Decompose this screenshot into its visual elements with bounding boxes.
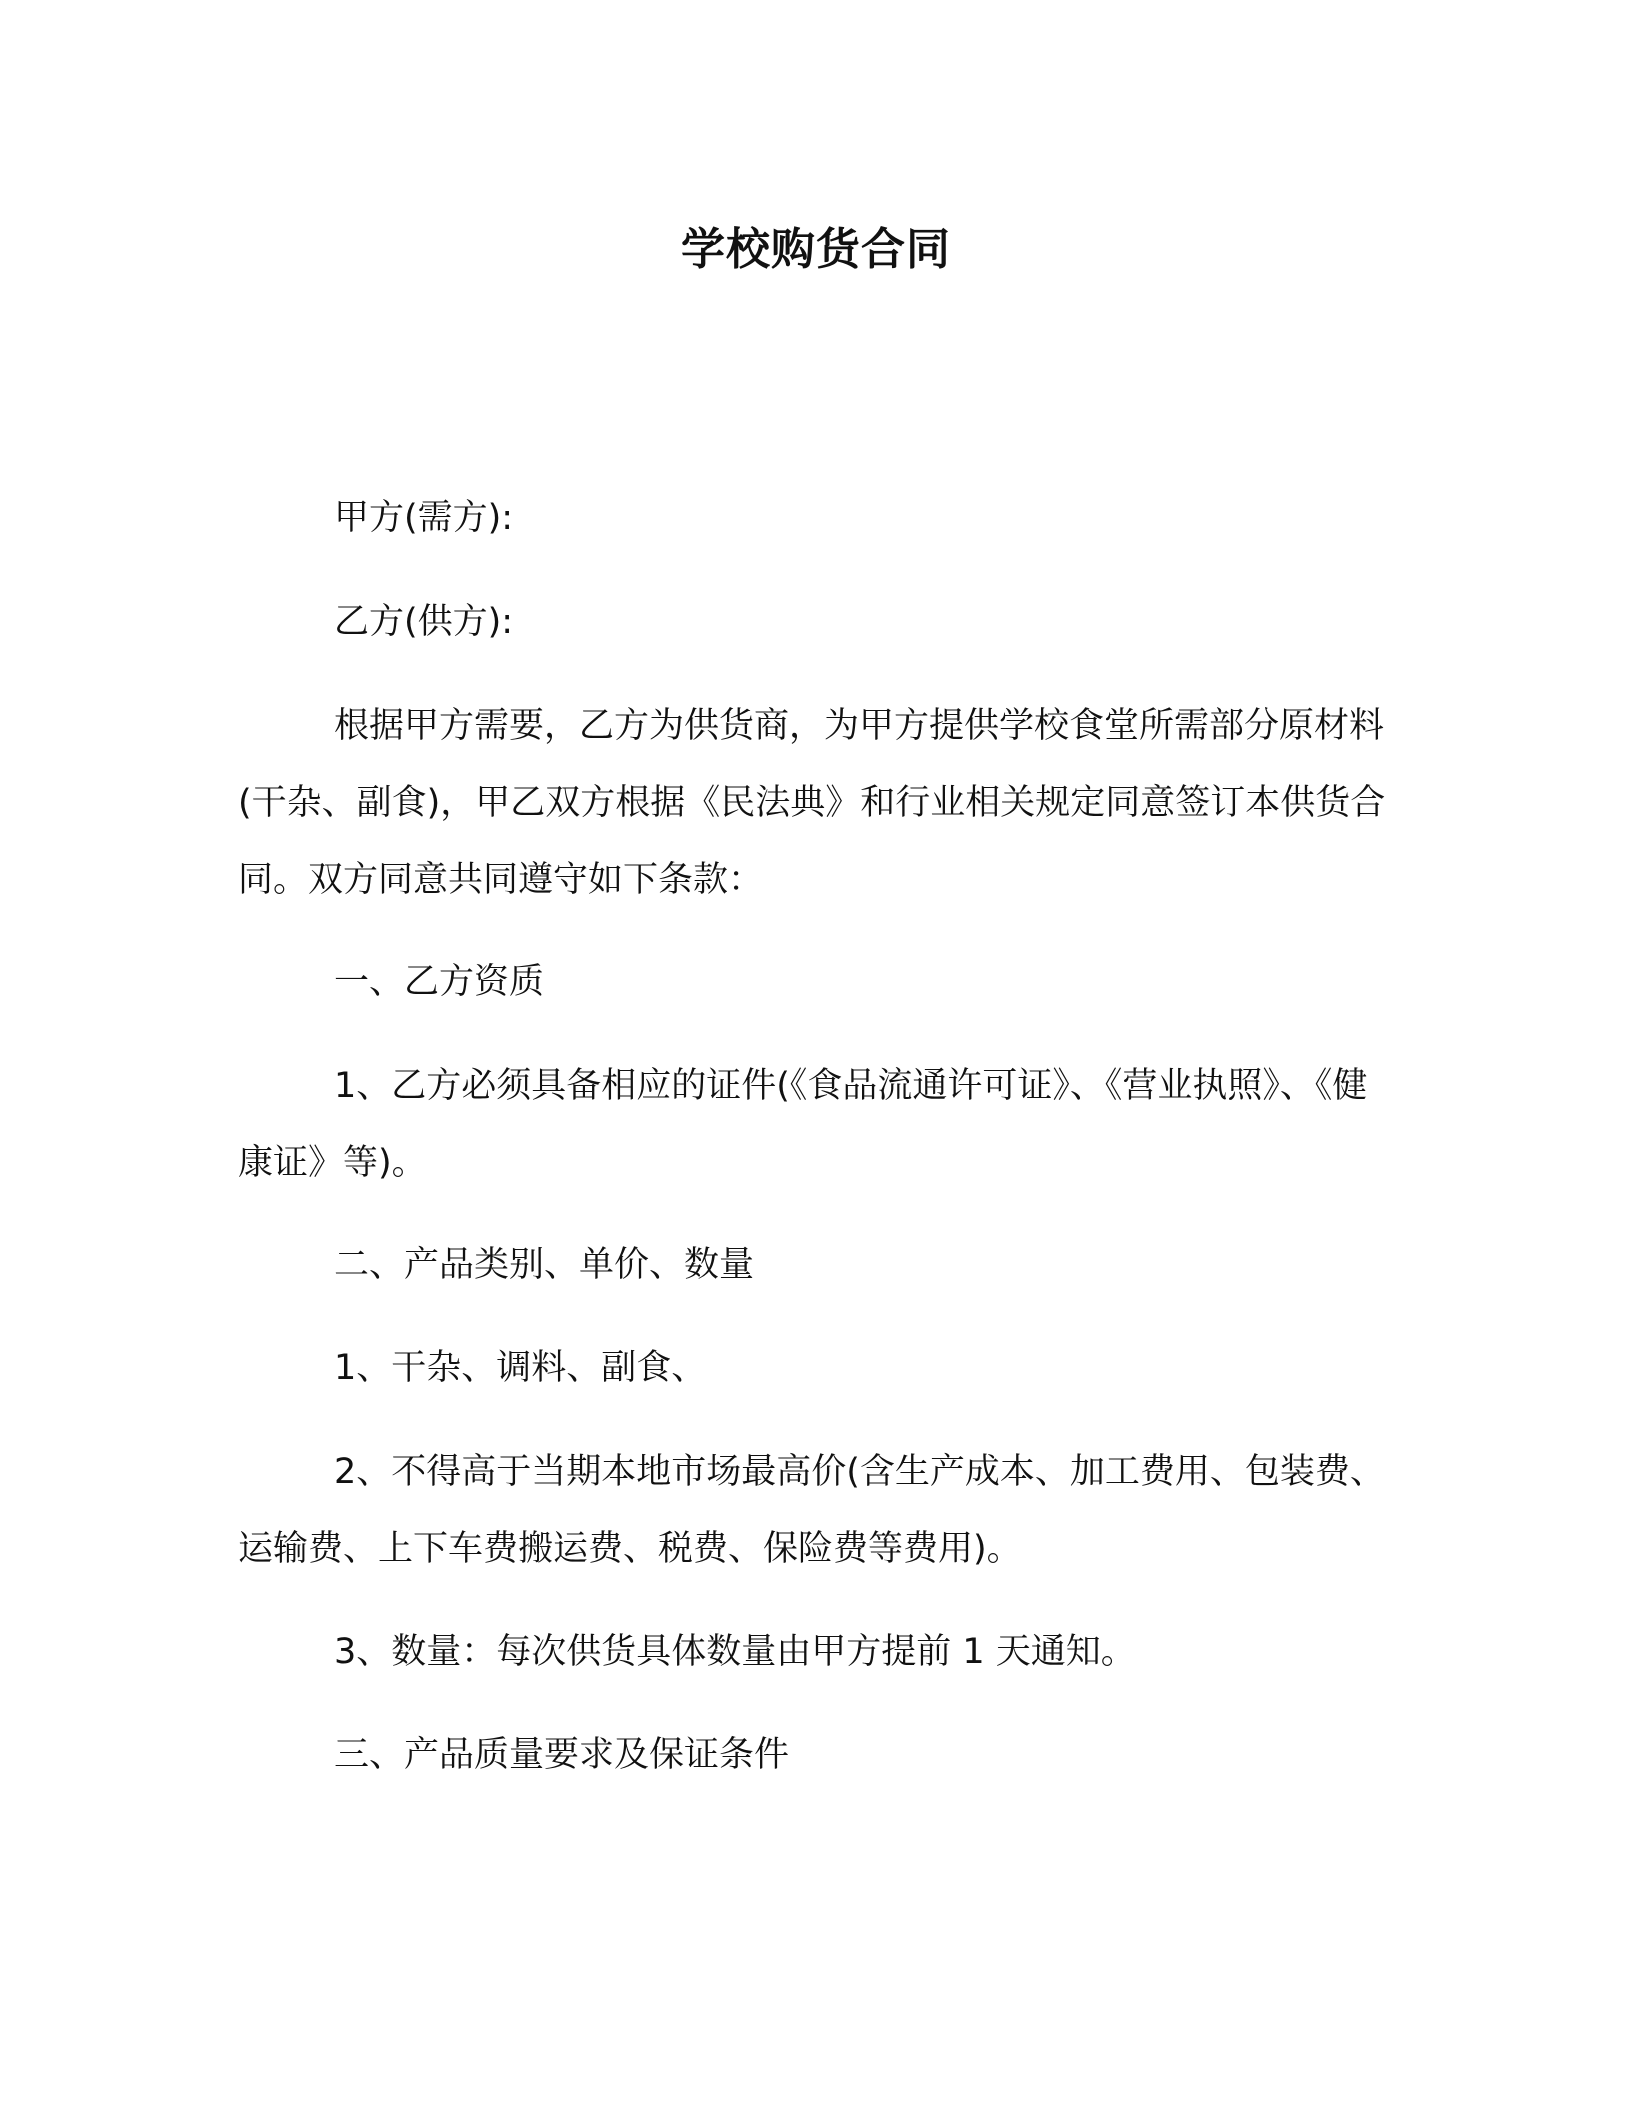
section-3-heading: 三、产品质量要求及保证条件 (334, 1735, 790, 1775)
section-2-item-3: 3、数量：每次供货具体数量由甲方提前 1 天通知。 (334, 1632, 1136, 1672)
party-a-line: 甲方(需方): (334, 498, 514, 538)
section-1-item-1: 1、乙方必须具备相应的证件(《食品流通许可证》、《营业执照》、《健康证》等)。 (238, 1066, 1368, 1183)
section-1-heading: 一、乙方资质 (334, 962, 545, 1002)
section-2-item-2: 2、不得高于当期本地市场最高价(含生产成本、加工费用、包装费、运输费、上下车费搬运费、税费、保险费等费用)。 (238, 1452, 1385, 1569)
section-2-item-1: 1、干杂、调料、副食、 (334, 1348, 707, 1388)
intro-paragraph: 根据甲方需要，乙方为供货商，为甲方提供学校食堂所需部分原材料(干杂、副食)，甲乙双方根据《民法典》和行业相关规定同意签订本供货合同。双方同意共同遵守如下条款： (238, 706, 1386, 900)
party-b-line: 乙方(供方): (334, 602, 514, 642)
section-2-heading: 二、产品类别、单价、数量 (334, 1245, 755, 1285)
document-title: 学校购货合同 (681, 224, 951, 275)
